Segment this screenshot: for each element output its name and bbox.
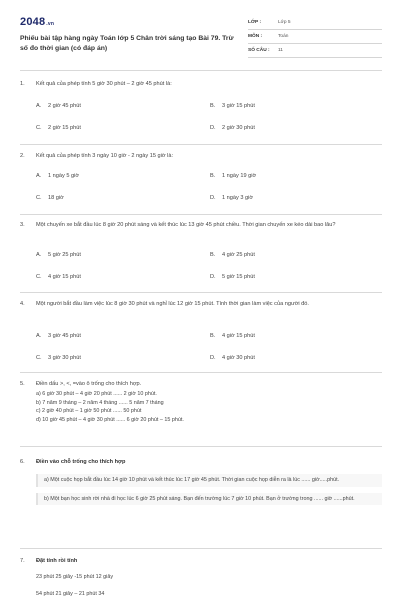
question-text: Điền vào chỗ trống cho thích hợp	[36, 459, 126, 465]
option-text: 4 giờ 25 phút	[222, 252, 255, 258]
option-text: 2 giờ 30 phút	[222, 125, 255, 131]
option-b[interactable]	[210, 173, 256, 179]
divider	[20, 292, 382, 293]
question-text: Kết quả của phép tính 3 ngày 10 giờ - 2 ngày 15 giờ là:	[36, 153, 174, 159]
option-text: 3 giờ 45 phút	[48, 333, 81, 339]
option-letter: A.	[36, 173, 42, 179]
meta-label: MÔN :	[248, 34, 263, 39]
question-text: Đặt tính rồi tính	[36, 558, 78, 564]
question-7	[20, 557, 382, 600]
option-d[interactable]	[210, 195, 253, 201]
question-2	[20, 152, 382, 212]
option-text: 4 giờ 30 phút	[222, 355, 255, 361]
question-number: 3.	[20, 222, 25, 228]
option-a[interactable]	[36, 252, 81, 258]
logo-suffix: .vn	[46, 21, 55, 27]
option-text: 1 ngày 19 giờ	[222, 173, 257, 179]
question-3	[20, 221, 382, 291]
option-c[interactable]	[36, 274, 81, 280]
option-text: 1 ngày 3 giờ	[222, 195, 254, 201]
option-letter: D.	[210, 274, 216, 280]
option-letter: A.	[36, 103, 42, 109]
option-letter: C.	[36, 125, 42, 131]
worksheet-title: Phiếu bài tập hàng ngày Toán lớp 5 Chân trời sáng tạo Bài 79. Trừ số đo thời gian (có đáp án)	[20, 35, 234, 52]
meta-value: 11	[278, 48, 283, 53]
option-d[interactable]	[210, 355, 255, 361]
option-letter: C.	[36, 355, 42, 361]
sub-item-d: d) 10 giờ 45 phút – 4 giờ 30 phút ...... 6 giờ 20 phút – 15 phút.	[36, 416, 184, 423]
calc-line-1: 23 phút 25 giây -15 phút 12 giây	[36, 574, 114, 580]
option-letter: B.	[210, 333, 216, 339]
question-6	[20, 458, 382, 548]
question-5	[20, 380, 382, 445]
option-a[interactable]	[36, 173, 79, 179]
meta-value: Lớp 5	[278, 20, 291, 25]
meta-value: Toán	[278, 34, 289, 39]
option-letter: D.	[210, 195, 216, 201]
option-text: 5 giờ 15 phút	[222, 274, 255, 280]
question-number: 1.	[20, 81, 25, 87]
option-letter: D.	[210, 125, 216, 131]
question-text: Một người bắt đầu làm việc lúc 8 giờ 30 phút và nghỉ lúc 12 giờ 15 phút. Tính thời gian làm việc của người đó.	[36, 301, 309, 307]
option-c[interactable]	[36, 355, 81, 361]
option-letter: A.	[36, 252, 42, 258]
meta-row-count	[248, 44, 382, 58]
divider	[20, 214, 382, 215]
worksheet-meta	[248, 16, 382, 58]
meta-row-class	[248, 16, 382, 30]
question-text: Điền dấu >, <, =vào ô trống cho thích hợp.	[36, 381, 142, 387]
sub-item-c: c) 2 giờ 40 phút – 1 giờ 50 phút ...... 50 phút	[36, 408, 142, 414]
question-1	[20, 80, 382, 140]
question-number: 7.	[20, 558, 25, 564]
option-text: 2 giờ 15 phút	[48, 125, 81, 131]
divider	[20, 446, 382, 447]
option-text: 18 giờ	[48, 195, 64, 201]
question-number: 4.	[20, 301, 25, 307]
option-text: 5 giờ 25 phút	[48, 252, 81, 258]
logo-text: 2048	[20, 16, 46, 28]
divider	[20, 548, 382, 549]
option-a[interactable]	[36, 333, 81, 339]
option-letter: B.	[210, 103, 216, 109]
question-number: 2.	[20, 153, 25, 159]
question-4	[20, 300, 382, 370]
option-a[interactable]	[36, 103, 81, 109]
option-b[interactable]	[210, 252, 255, 258]
option-c[interactable]	[36, 125, 81, 131]
divider	[20, 144, 382, 145]
divider	[20, 372, 382, 373]
meta-label: SỐ CÂU :	[248, 48, 270, 53]
calc-line-2: 54 phút 21 giây – 21 phút 34	[36, 590, 105, 597]
option-text: 3 giờ 15 phút	[222, 103, 255, 109]
option-b[interactable]	[210, 103, 255, 109]
option-text: 2 giờ 45 phút	[48, 103, 81, 109]
sub-item-b: b) 7 năm 9 tháng – 2 năm 4 tháng ...... 5 năm 7 tháng	[36, 399, 164, 406]
option-letter: A.	[36, 333, 42, 339]
option-letter: D.	[210, 355, 216, 361]
divider	[20, 70, 382, 71]
sub-item-a: a) 6 giờ 30 phút – 4 giờ 20 phút ...... 2 giờ 10 phút.	[36, 391, 157, 397]
option-d[interactable]	[210, 274, 255, 280]
option-letter: B.	[210, 173, 216, 179]
site-logo[interactable]	[20, 16, 54, 28]
fill-blank-b: b) Một bạn học sinh rời nhà đi học lúc 6 giờ 25 phút sáng. Bạn đến trường lúc 7 giờ 10 phút. Bạn ở trường trong ...... giờ ......phút.	[36, 493, 382, 506]
question-text: Kết quả của phép tính 5 giờ 30 phút – 2 giờ 45 phút là:	[36, 81, 172, 87]
question-text: Một chuyến xe bắt đầu lúc 8 giờ 20 phút sáng và kết thúc lúc 13 giờ 45 phút chiều. Thời gian chuyến xe kéo dài bao lâu?	[36, 222, 336, 228]
option-letter: C.	[36, 274, 42, 280]
option-c[interactable]	[36, 195, 64, 201]
option-letter: B.	[210, 252, 216, 258]
question-number: 6.	[20, 459, 25, 465]
option-text: 3 giờ 30 phút	[48, 355, 81, 361]
option-d[interactable]	[210, 125, 255, 131]
option-b[interactable]	[210, 333, 255, 339]
option-letter: C.	[36, 195, 42, 201]
option-text: 4 giờ 15 phút	[48, 274, 81, 280]
meta-row-subject	[248, 30, 382, 44]
meta-label: LỚP :	[248, 20, 262, 25]
option-text: 4 giờ 15 phút	[222, 333, 255, 339]
option-text: 1 ngày 5 giờ	[48, 173, 80, 179]
fill-blank-a: a) Một cuộc họp bắt đầu lúc 14 giờ 10 phút và kết thúc lúc 17 giờ 45 phút. Thời gian cuộc họp diễn ra là lúc ...... giờ.....phút.	[36, 474, 382, 487]
question-number: 5.	[20, 381, 25, 387]
worksheet-header	[20, 14, 382, 62]
